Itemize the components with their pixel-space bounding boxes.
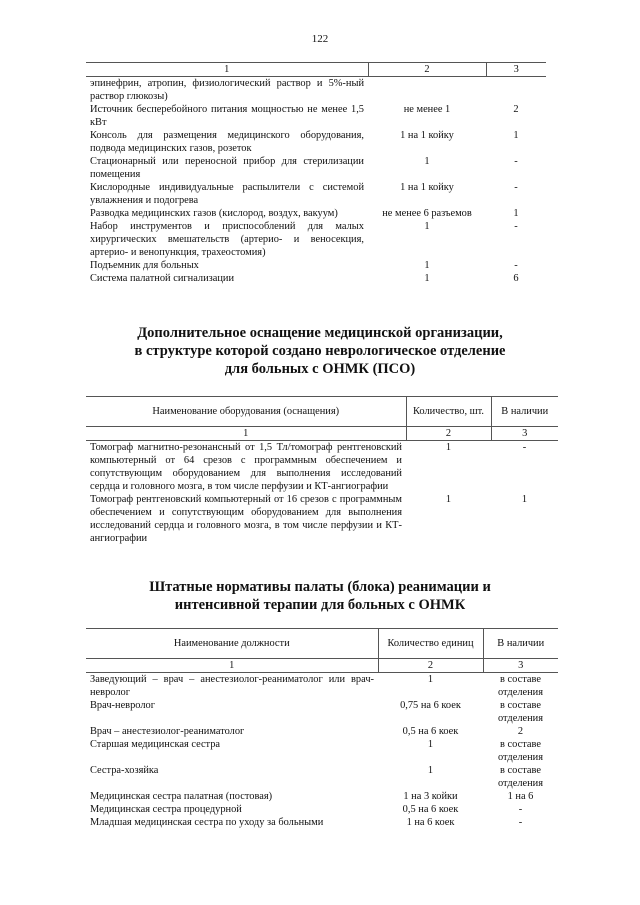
table-row	[86, 207, 546, 220]
table-row	[86, 725, 558, 738]
table-row	[86, 816, 558, 829]
equipment-name: Стационарный или переносной прибор для стерилизации помещения	[90, 156, 364, 180]
position-name: Заведующий – врач – анестезиолог-реаниматолог или врач-невролог	[90, 674, 374, 698]
table-row	[86, 764, 558, 790]
column-header-available: В наличии	[483, 629, 558, 659]
section-title-line: в структуре которой создано неврологическое отделение	[134, 343, 506, 359]
section-title-line: для больных с ОНМК (ПСО)	[224, 361, 416, 377]
table-row	[86, 220, 546, 259]
column-header-position: Наименование должности	[86, 629, 378, 659]
equipment-name: эпинефрин, атропин, физиологический раствор и 5%-ный раствор глюкозы)	[90, 78, 364, 102]
position-available: -	[518, 817, 523, 828]
equipment-available: -	[514, 182, 518, 193]
section-title-line: интенсивной терапии для больных с ОНМК	[174, 597, 466, 613]
table-row	[86, 803, 558, 816]
position-units: 1 на 6 коек	[406, 817, 455, 828]
column-header-available: В наличии	[491, 397, 558, 427]
table-row	[86, 790, 558, 803]
table-row	[86, 129, 546, 155]
position-units: 0,5 на 6 коек	[402, 804, 459, 815]
equipment-quantity	[368, 77, 486, 104]
table-row	[86, 493, 558, 545]
equipment-available: 1	[521, 494, 528, 505]
table-row	[86, 103, 546, 129]
equipment-available: -	[514, 260, 518, 271]
table-header-row	[86, 659, 558, 673]
equipment-quantity: 1 на 1 койку	[400, 182, 454, 193]
equipment-quantity: 1	[445, 494, 452, 505]
staffing-table	[86, 628, 558, 829]
column-header-units: Количество единиц	[378, 629, 483, 659]
position-available: 2	[517, 726, 524, 737]
equipment-available: 1	[513, 130, 519, 141]
equipment-table-continued	[86, 62, 546, 285]
position-name: Медицинская сестра процедурной	[90, 804, 242, 815]
equipment-available: 6	[513, 273, 519, 284]
column-number-3: 3	[486, 63, 546, 77]
equipment-quantity: 1	[424, 156, 430, 167]
position-units: 1	[427, 739, 434, 750]
position-name: Врач-невролог	[90, 700, 155, 711]
column-number-2: 2	[368, 63, 486, 77]
position-available: в составе отделения	[497, 674, 544, 698]
equipment-quantity: 1 на 1 койку	[400, 130, 454, 141]
column-number-3: 3	[483, 659, 558, 673]
equipment-quantity: не менее 1	[403, 104, 451, 115]
equipment-quantity: 1	[424, 221, 430, 232]
position-name: Врач – анестезиолог-реаниматолог	[90, 726, 245, 737]
position-name: Младшая медицинская сестра по уходу за больными	[90, 817, 324, 828]
column-number-2: 2	[406, 427, 491, 441]
column-number-2: 2	[378, 659, 483, 673]
table-column-headers	[86, 397, 558, 427]
position-available: в составе отделения	[497, 765, 544, 789]
section-title-staffing	[0, 578, 640, 614]
equipment-available: 2	[513, 104, 519, 115]
table-header-row	[86, 427, 558, 441]
position-available: 1 на 6	[507, 791, 534, 802]
equipment-name: Система палатной сигнализации	[90, 273, 235, 284]
column-number-1: 1	[86, 63, 368, 77]
position-units: 1	[427, 674, 434, 685]
position-available: -	[518, 804, 523, 815]
section-title-line: Дополнительное оснащение медицинской организации,	[137, 325, 503, 341]
page-number: 122	[311, 33, 329, 45]
column-number-1: 1	[86, 659, 378, 673]
column-header-name: Наименование оборудования (оснащения)	[86, 397, 406, 427]
table-column-headers	[86, 629, 558, 659]
equipment-name: Кислородные индивидуальные распылители с системой увлажнения и подогрева	[90, 182, 364, 206]
table-row	[86, 272, 546, 285]
position-available: в составе отделения	[497, 700, 544, 724]
table-row	[86, 699, 558, 725]
position-units: 0,75 на 6 коек	[400, 700, 461, 711]
equipment-available: -	[522, 442, 527, 453]
equipment-available	[486, 77, 546, 104]
equipment-name: Разводка медицинских газов (кислород, воздух, вакуум)	[90, 208, 338, 219]
equipment-name: Консоль для размещения медицинского оборудования, подвода медицинских газов, розеток	[90, 130, 364, 154]
position-units: 0,5 на 6 коек	[402, 726, 459, 737]
equipment-quantity: 1	[424, 260, 430, 271]
additional-equipment-table	[86, 396, 558, 545]
equipment-available: 1	[513, 208, 519, 219]
position-available: в составе отделения	[497, 739, 544, 763]
position-name: Медицинская сестра палатная (постовая)	[90, 791, 273, 802]
equipment-available: -	[514, 221, 518, 232]
position-units: 1 на 3 койки	[403, 791, 458, 802]
column-number-1: 1	[86, 427, 406, 441]
equipment-quantity: 1	[424, 273, 430, 284]
equipment-quantity: 1	[445, 442, 452, 453]
table-row	[86, 77, 546, 104]
position-units: 1	[427, 765, 434, 776]
table-row	[86, 259, 546, 272]
column-header-quantity: Количество, шт.	[406, 397, 491, 427]
table-row	[86, 673, 558, 700]
position-name: Сестра-хозяйка	[90, 765, 159, 776]
equipment-name: Томограф магнитно-резонансный от 1,5 Тл/томограф рентгеновский компьютерный от 64 срезов с программным обеспечением и сопутствующим оборудованием для выполнения исследований сердца и головного мозга, в том числе перфузии и КТ-ангиографии	[90, 442, 402, 492]
equipment-name: Томограф рентгеновский компьютерный от 16 срезов с программным обеспечением и сопутствующим оборудованием для выполнения исследований сердца и головного мозга, в том числе перфузии и КТ-ангиографии	[90, 494, 402, 544]
table-row	[86, 181, 546, 207]
section-title-additional-equipment	[0, 324, 640, 378]
position-name: Старшая медицинская сестра	[90, 739, 221, 750]
equipment-name: Источник бесперебойного питания мощностью не менее 1,5 кВт	[90, 104, 364, 128]
equipment-name: Подъемник для больных	[90, 260, 199, 271]
equipment-quantity: не менее 6 разъемов	[382, 208, 472, 219]
equipment-available: -	[514, 156, 518, 167]
table-row	[86, 441, 558, 494]
section-title-line: Штатные нормативы палаты (блока) реанимации и	[149, 579, 491, 595]
table-row	[86, 155, 546, 181]
table-row	[86, 738, 558, 764]
equipment-name: Набор инструментов и приспособлений для малых хирургических вмешательств (артерио- и веносекция, артерио- и венопункция, трахеостомия)	[90, 221, 364, 258]
column-number-3: 3	[491, 427, 558, 441]
table-header-row	[86, 63, 546, 77]
